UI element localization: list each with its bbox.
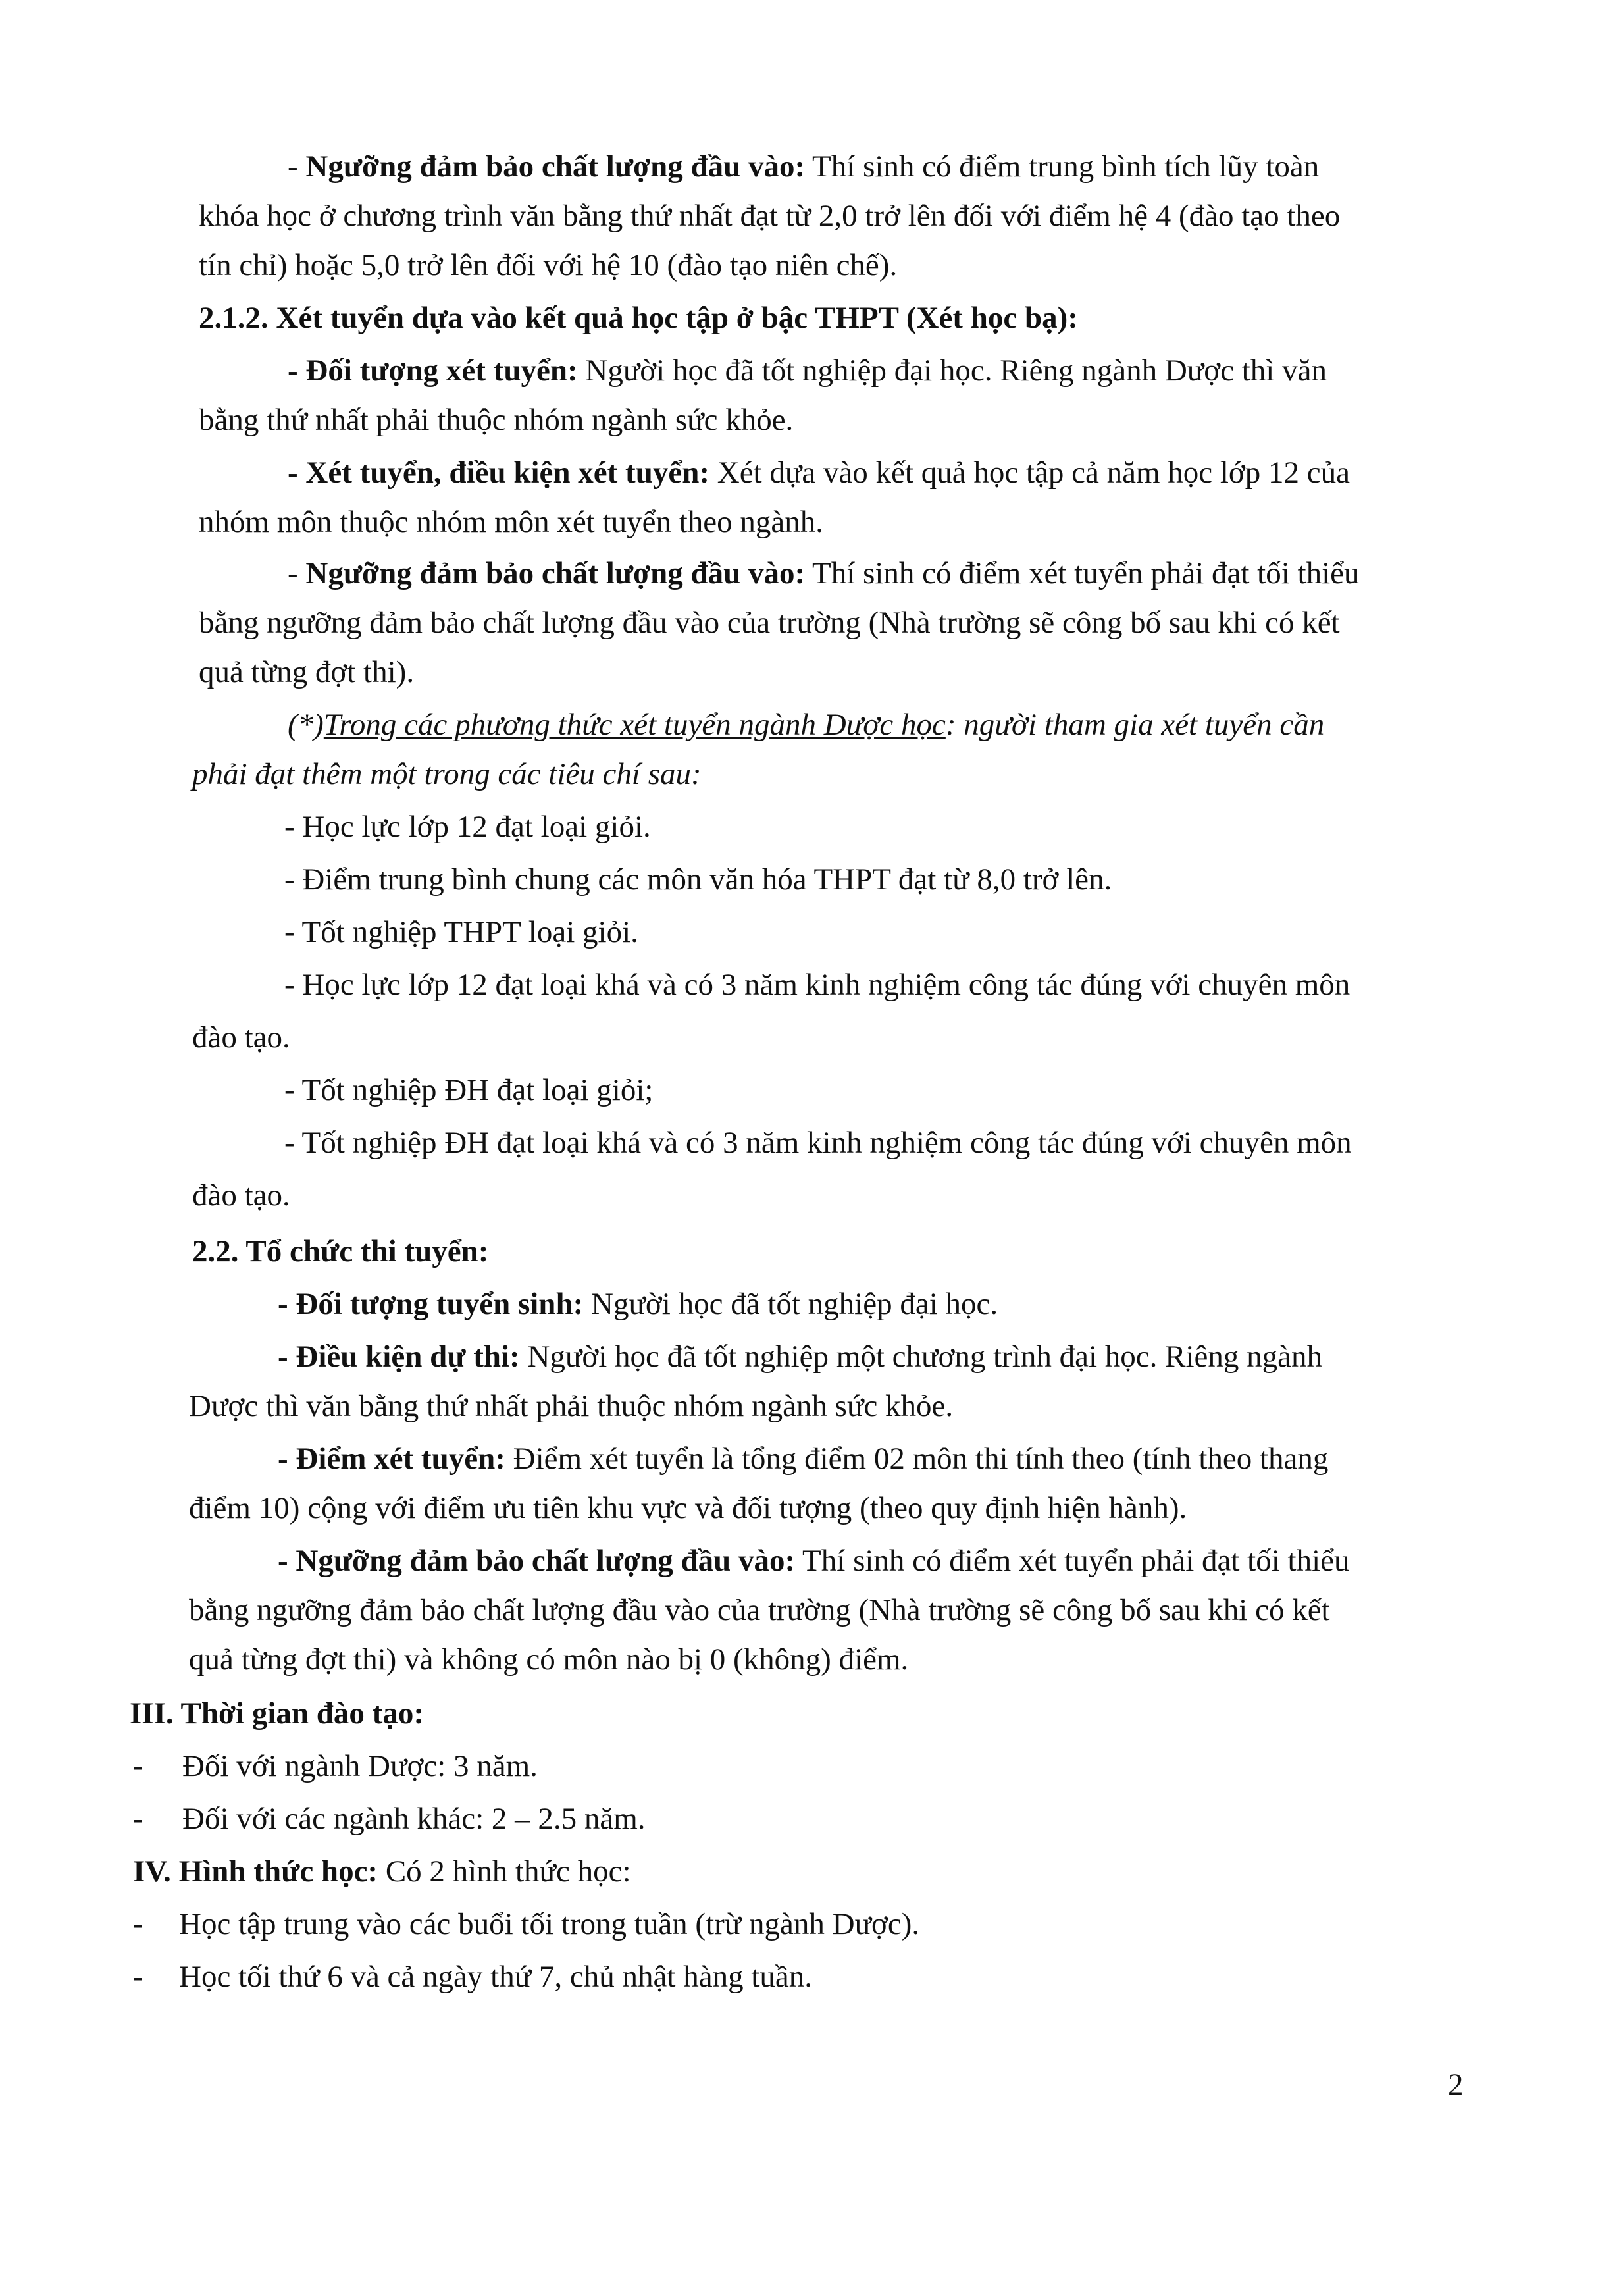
heading-label: IV. Hình thức học: <box>133 1854 378 1889</box>
note-text: : người tham gia xét tuyển cần <box>945 708 1325 742</box>
paragraph-line: quả từng đợt thi). <box>199 655 415 689</box>
paragraph-line <box>278 1444 1328 1474</box>
paragraph-line: quả từng đợt thi) và không có môn nào bị 0 (không) điểm. <box>189 1642 909 1677</box>
note-line: phải đạt thêm một trong các tiêu chí sau: <box>192 757 702 791</box>
note-underlined: Trong các phương thức xét tuyển ngành Dược học <box>323 708 946 742</box>
criteria-item: - Tốt nghiệp THPT loại giỏi. <box>284 915 638 949</box>
heading-text: Có 2 hình thức học: <box>378 1854 631 1889</box>
criteria-item-cont: đào tạo. <box>192 1178 290 1213</box>
list-bullet: - <box>133 1960 143 1994</box>
section-heading-iii: III. Thời gian đào tạo: <box>130 1696 424 1731</box>
paragraph-line <box>288 558 1360 589</box>
criteria-item: - Tốt nghiệp ĐH đạt loại khá và có 3 năm kinh nghiệm công tác đúng với chuyên môn <box>284 1126 1352 1160</box>
paragraph-line <box>278 1289 998 1320</box>
label-conditions: - Xét tuyển, điều kiện xét tuyển: <box>288 456 709 490</box>
label-quality-threshold: - Ngưỡng đảm bảo chất lượng đầu vào: <box>278 1544 796 1578</box>
list-bullet: - <box>133 1907 143 1941</box>
section-heading-2-1-2: 2.1.2. Xét tuyển dựa vào kết quả học tập ở bậc THPT (Xét học bạ): <box>199 301 1078 335</box>
label-target: - Đối tượng tuyển sinh: <box>278 1287 584 1321</box>
paragraph-line: Dược thì văn bằng thứ nhất phải thuộc nhóm ngành sức khỏe. <box>189 1389 954 1423</box>
paragraph-line: bằng thứ nhất phải thuộc nhóm ngành sức khỏe. <box>199 403 794 437</box>
section-heading-iv <box>133 1856 631 1887</box>
list-bullet: - <box>133 1749 143 1783</box>
label-quality-threshold: - Ngưỡng đảm bảo chất lượng đầu vào: <box>288 149 806 184</box>
text: Thí sinh có điểm trung bình tích lũy toàn <box>805 149 1320 184</box>
text: Người học đã tốt nghiệp đại học. <box>583 1287 998 1321</box>
label-exam-conditions: - Điều kiện dự thi: <box>278 1340 520 1374</box>
list-bullet: - <box>133 1802 143 1836</box>
note-prefix: (*) <box>288 708 324 742</box>
criteria-item-cont: đào tạo. <box>192 1020 290 1055</box>
criteria-item: - Tốt nghiệp ĐH đạt loại giỏi; <box>284 1073 654 1107</box>
paragraph-line: bằng ngưỡng đảm bảo chất lượng đầu vào của trường (Nhà trường sẽ công bố sau khi có kết <box>199 606 1340 640</box>
paragraph-line <box>288 457 1350 488</box>
paragraph-line: bằng ngưỡng đảm bảo chất lượng đầu vào của trường (Nhà trường sẽ công bố sau khi có kết <box>189 1593 1330 1627</box>
paragraph-line <box>288 151 1319 182</box>
list-item: Học tập trung vào các buổi tối trong tuần (trừ ngành Dược). <box>179 1907 920 1941</box>
paragraph-line <box>278 1342 1322 1372</box>
criteria-item: - Học lực lớp 12 đạt loại khá và có 3 năm kinh nghiệm công tác đúng với chuyên môn <box>284 968 1351 1002</box>
paragraph-line: tín chỉ) hoặc 5,0 trở lên đối với hệ 10 (đào tạo niên chế). <box>199 248 898 282</box>
paragraph-line <box>288 355 1327 386</box>
text: Điểm xét tuyển là tổng điểm 02 môn thi tính theo (tính theo thang <box>505 1442 1329 1476</box>
text: Xét dựa vào kết quả học tập cả năm học lớp 12 của <box>709 456 1351 490</box>
section-heading-2-2: 2.2. Tổ chức thi tuyển: <box>192 1234 489 1268</box>
text: Thí sinh có điểm xét tuyển phải đạt tối thiểu <box>805 556 1360 590</box>
paragraph-line: nhóm môn thuộc nhóm môn xét tuyển theo ngành. <box>199 505 824 539</box>
page-number: 2 <box>1448 2068 1464 2102</box>
text: Người học đã tốt nghiệp một chương trình đại học. Riêng ngành <box>519 1340 1323 1374</box>
note-line <box>288 710 1324 741</box>
label-score: - Điểm xét tuyển: <box>278 1442 505 1476</box>
criteria-item: - Học lực lớp 12 đạt loại giỏi. <box>284 810 651 844</box>
criteria-item: - Điểm trung bình chung các môn văn hóa THPT đạt từ 8,0 trở lên. <box>284 862 1112 897</box>
paragraph-line: khóa học ở chương trình văn bằng thứ nhất đạt từ 2,0 trở lên đối với điểm hệ 4 (đào tạo theo <box>199 199 1341 233</box>
paragraph-line: điểm 10) cộng với điểm ưu tiên khu vực và đối tượng (theo quy định hiện hành). <box>189 1491 1187 1525</box>
text: Người học đã tốt nghiệp đại học. Riêng ngành Dược thì văn <box>577 353 1327 388</box>
list-item: Đối với ngành Dược: 3 năm. <box>182 1749 538 1783</box>
list-item: Đối với các ngành khác: 2 – 2.5 năm. <box>182 1802 646 1836</box>
list-item: Học tối thứ 6 và cả ngày thứ 7, chủ nhật hàng tuần. <box>179 1960 812 1994</box>
text: Thí sinh có điểm xét tuyển phải đạt tối thiểu <box>795 1544 1350 1578</box>
paragraph-line <box>278 1546 1350 1577</box>
label-target: - Đối tượng xét tuyển: <box>288 353 578 388</box>
label-quality-threshold: - Ngưỡng đảm bảo chất lượng đầu vào: <box>288 556 806 590</box>
